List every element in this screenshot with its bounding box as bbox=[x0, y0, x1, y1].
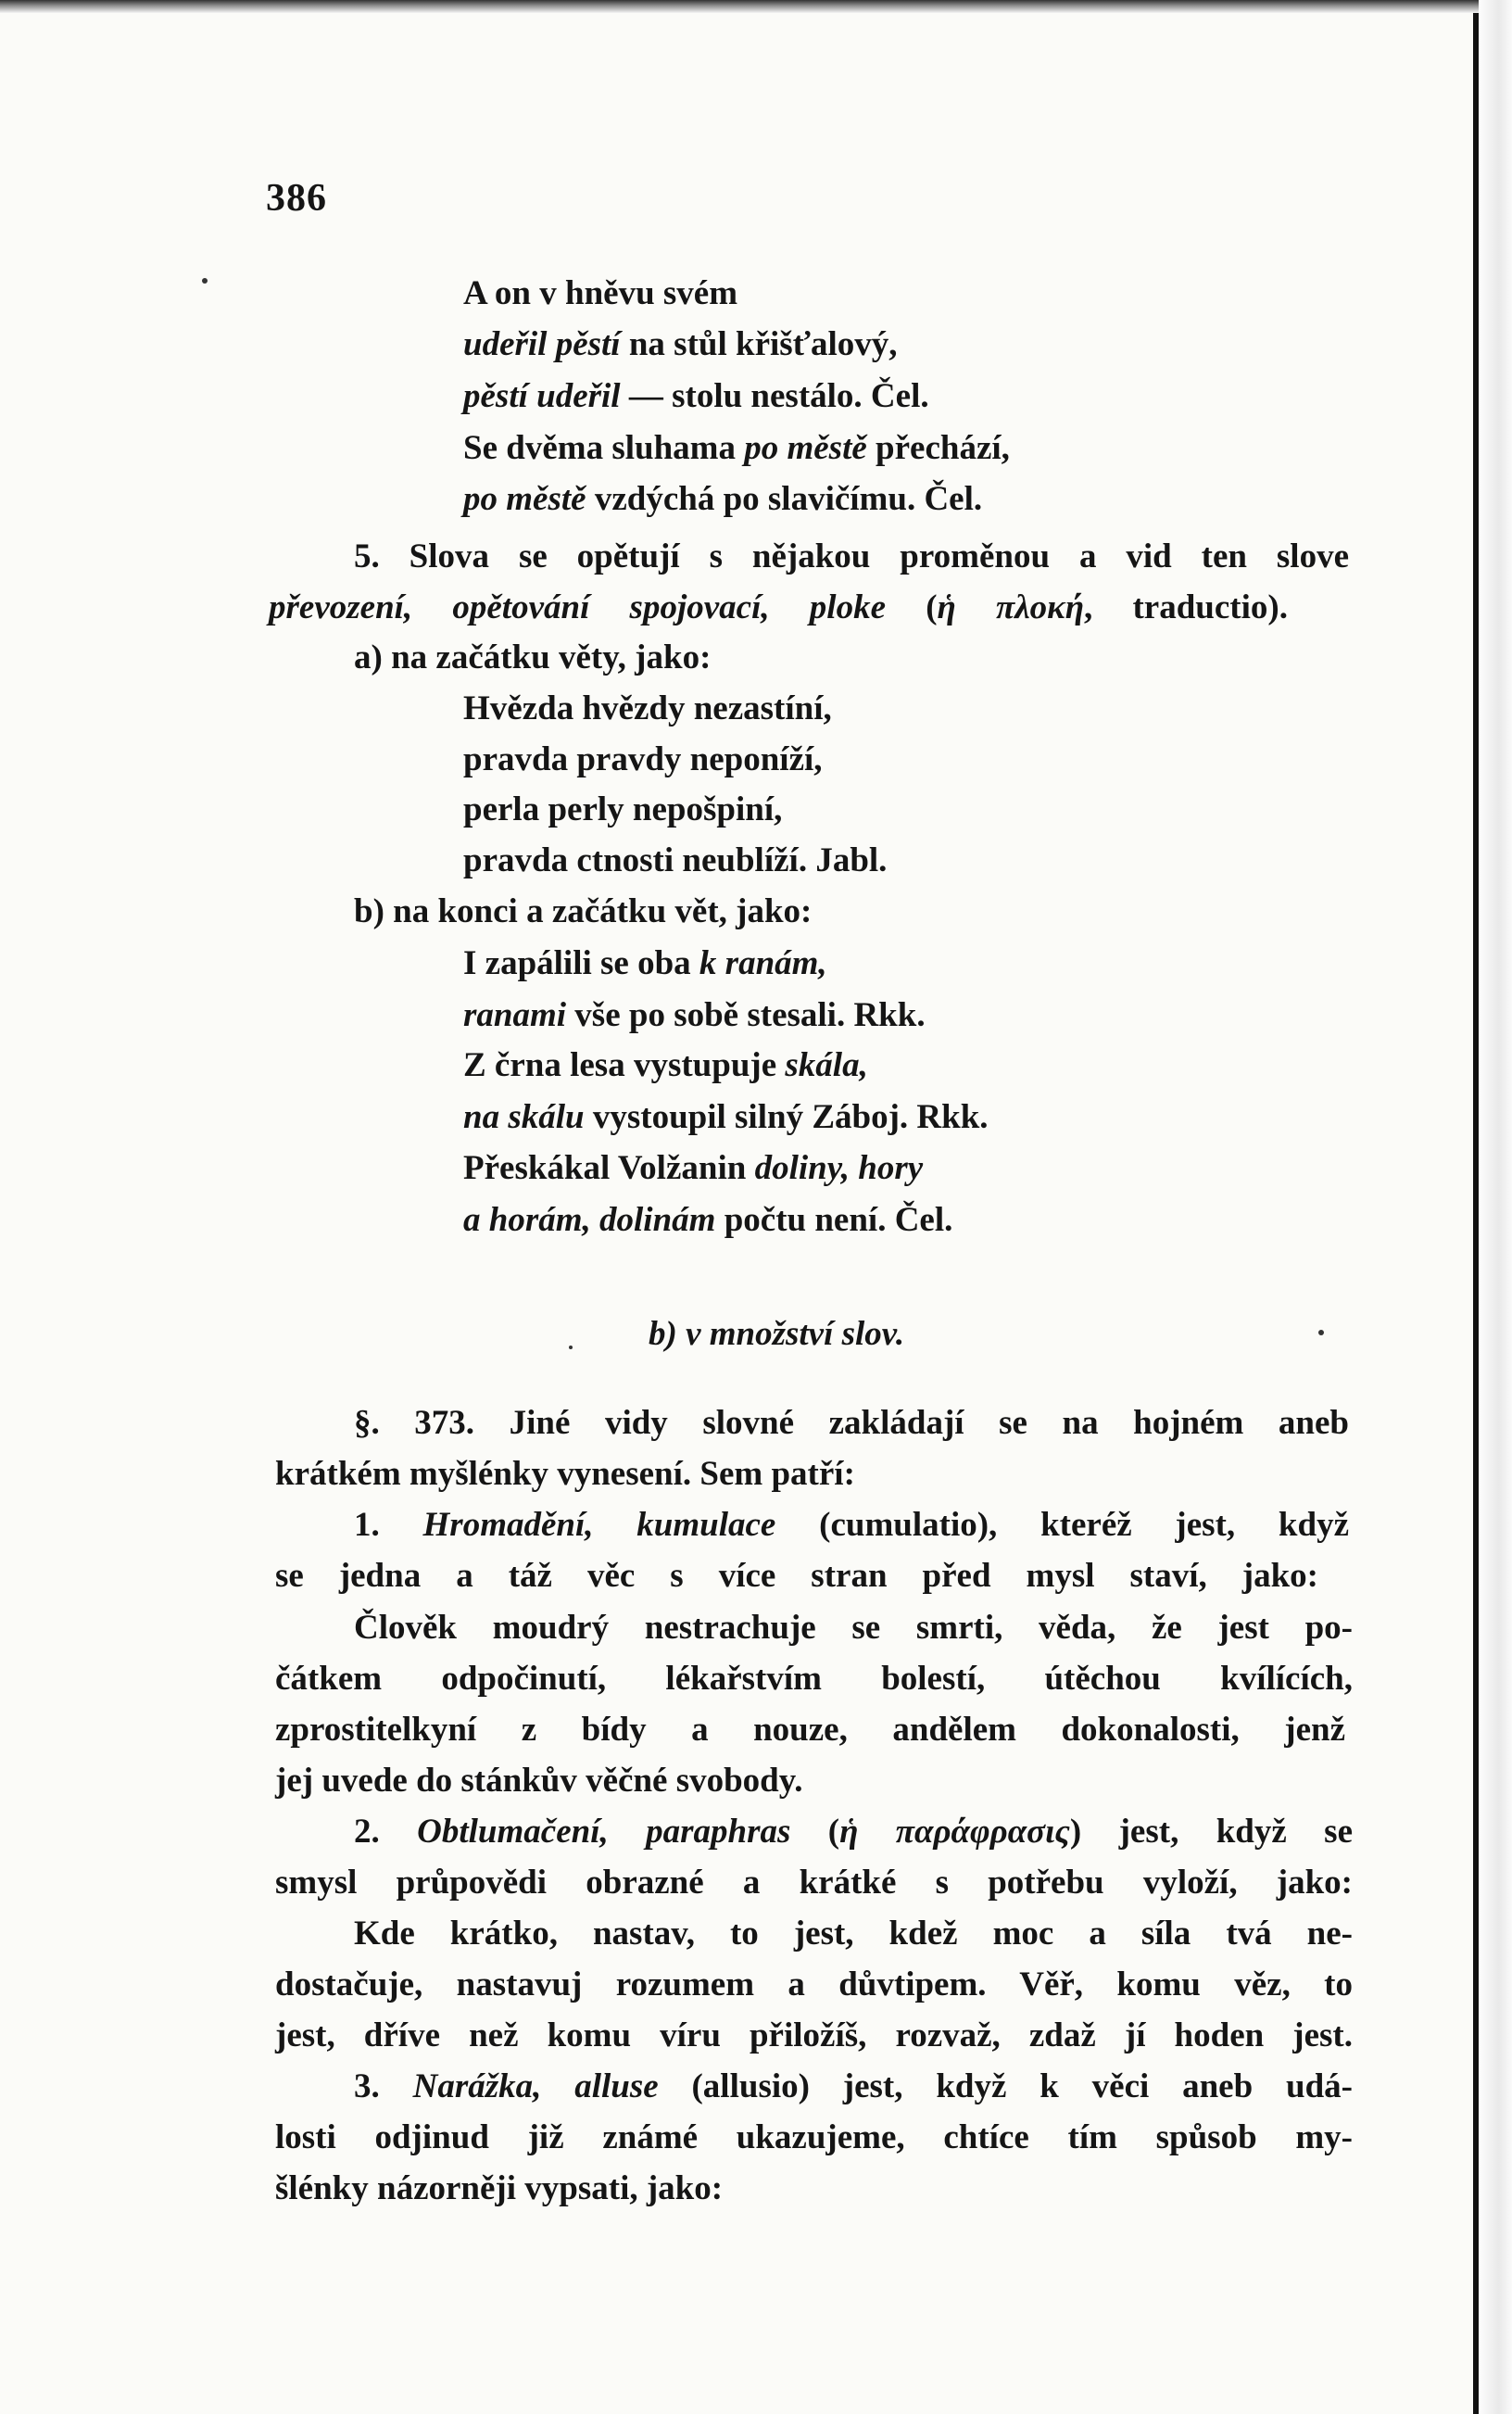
text-run: perla perly nepošpiní, bbox=[463, 790, 783, 828]
text-run: vše po sobě stesali. Rkk. bbox=[566, 996, 926, 1034]
text-line-26 bbox=[275, 1657, 1353, 1701]
italic-text-run: pěstí udeřil bbox=[463, 377, 621, 415]
text-run: vystoupil silný Záboj. Rkk. bbox=[584, 1098, 989, 1136]
section-heading bbox=[649, 1312, 904, 1357]
text-line-6 bbox=[354, 535, 1349, 579]
text-line-27 bbox=[275, 1708, 1345, 1752]
text-run: Z črna lesa vystupuje bbox=[463, 1046, 786, 1084]
text-run: šlénky názorněji vypsati, jako: bbox=[275, 2169, 724, 2207]
text-run: přechází, bbox=[866, 429, 1010, 467]
text-run: ) jest, když se bbox=[1069, 1813, 1353, 1851]
italic-text-run: a horám, dolinám bbox=[463, 1201, 716, 1239]
text-run: a) na začátku věty, jako: bbox=[354, 638, 712, 676]
text-run: 5. Slova se opětují s nějakou proměnou a vid ten slove bbox=[354, 537, 1349, 575]
speck-mark bbox=[1318, 1330, 1324, 1335]
text-run: krátkém myšlénky vynesení. Sem patří: bbox=[275, 1455, 855, 1493]
text-line-12 bbox=[463, 839, 887, 883]
text-run: ( bbox=[886, 588, 938, 626]
text-line-5 bbox=[463, 477, 982, 522]
text-line-18 bbox=[463, 1146, 923, 1191]
text-run: Člověk moudrý nestrachuje se smrti, věda, že jest po- bbox=[354, 1609, 1353, 1647]
text-line-8 bbox=[354, 636, 711, 680]
text-run: Kde krátko, nastav, to jest, kdež moc a síla tvá ne- bbox=[354, 1915, 1353, 1953]
italic-text-run: k ranám, bbox=[699, 944, 827, 982]
text-run: pravda ctnosti neublíží. Jabl. bbox=[463, 841, 888, 879]
text-line-1 bbox=[463, 272, 737, 316]
text-line-7 bbox=[269, 586, 1288, 630]
text-run: — stolu nestálo. Čel. bbox=[620, 377, 929, 415]
text-run: smysl průpovědi obrazné a krátké s potřebu vyloží, jako: bbox=[275, 1864, 1353, 1902]
text-line-33 bbox=[275, 2014, 1353, 2058]
text-run: čátkem odpočinutí, lékařstvím bolestí, útěchou kvílících, bbox=[275, 1660, 1353, 1698]
italic-text-run: ἡ παράφρασις bbox=[839, 1813, 1070, 1851]
speck-mark bbox=[569, 1346, 573, 1349]
text-run: §. 373. Jiné vidy slovné zakládají se na hojném aneb bbox=[354, 1404, 1349, 1442]
text-line-36 bbox=[275, 2167, 723, 2211]
text-run: (cumulatio), kteréž jest, když bbox=[775, 1506, 1349, 1544]
italic-text-run: převození, opětování spojovací, ploke bbox=[269, 588, 886, 626]
text-run: b) na konci a začátku vět, jako: bbox=[354, 892, 813, 930]
text-line-34 bbox=[354, 2065, 1353, 2109]
text-line-31 bbox=[354, 1912, 1353, 1956]
italic-text-run: ranami bbox=[463, 996, 567, 1034]
text-run: (allusio) jest, když k věci aneb udá- bbox=[658, 2067, 1353, 2105]
text-run: počtu není. Čel. bbox=[715, 1201, 953, 1239]
text-line-3 bbox=[463, 374, 929, 419]
italic-text-run: ἡ πλοκή bbox=[937, 588, 1085, 626]
text-line-28 bbox=[275, 1759, 802, 1803]
text-line-16 bbox=[463, 1043, 868, 1088]
text-line-30 bbox=[275, 1861, 1353, 1905]
text-line-13 bbox=[354, 890, 812, 934]
italic-text-run: po městě bbox=[744, 429, 867, 467]
text-run: jest, dříve než komu víru přiložíš, rozvaž, zdaž jí hoden jest. bbox=[275, 2016, 1353, 2054]
speck-mark bbox=[202, 278, 208, 284]
text-run: losti odjinud již známé ukazujeme, chtíce tím spůsob my- bbox=[275, 2118, 1353, 2156]
text-line-22 bbox=[275, 1452, 855, 1497]
text-line-32 bbox=[275, 1963, 1353, 2007]
text-line-17 bbox=[463, 1095, 989, 1140]
italic-text-run: Obtlumačení, paraphras bbox=[417, 1813, 791, 1851]
page-top-edge bbox=[0, 0, 1479, 13]
text-run: Hvězda hvězdy nezastíní, bbox=[463, 689, 832, 727]
text-run: 1. bbox=[354, 1506, 423, 1544]
text-run: 2. bbox=[354, 1813, 418, 1851]
italic-text-run: b) v množství slov. bbox=[649, 1315, 905, 1353]
page-spine-edge bbox=[1479, 0, 1512, 2414]
italic-text-run: skála, bbox=[785, 1046, 868, 1084]
text-line-24 bbox=[275, 1554, 1318, 1599]
text-line-9 bbox=[463, 687, 832, 731]
text-line-19 bbox=[463, 1198, 952, 1243]
text-line-4 bbox=[463, 426, 1010, 471]
text-run: zprostitelkyní z bídy a nouze, andělem dokonalosti, jenž bbox=[275, 1711, 1345, 1749]
text-run: vzdýchá po slavičímu. Čel. bbox=[586, 480, 983, 518]
text-run: pravda pravdy neponíží, bbox=[463, 740, 823, 778]
text-run: A on v hněvu svém bbox=[463, 274, 738, 312]
text-line-21 bbox=[354, 1401, 1349, 1446]
text-line-29 bbox=[354, 1810, 1353, 1854]
text-line-2 bbox=[463, 322, 897, 367]
page-number: 386 bbox=[266, 177, 327, 220]
text-run: Přeskákal Volžanin bbox=[463, 1149, 755, 1187]
text-run: ( bbox=[790, 1813, 840, 1851]
text-run: se jedna a táž věc s více stran před mysl staví, jako: bbox=[275, 1557, 1318, 1595]
text-run: 3. bbox=[354, 2067, 413, 2105]
text-run: I zapálili se oba bbox=[463, 944, 699, 982]
text-line-15 bbox=[463, 993, 926, 1038]
text-run: dostačuje, nastavuj rozumem a důvtipem. Věř, komu věz, to bbox=[275, 1965, 1353, 2003]
italic-text-run: po městě bbox=[463, 480, 586, 518]
text-line-23 bbox=[354, 1503, 1349, 1548]
text-line-10 bbox=[463, 738, 823, 782]
italic-text-run: Narážka, alluse bbox=[412, 2067, 659, 2105]
italic-text-run: na skálu bbox=[463, 1098, 585, 1136]
text-line-25 bbox=[354, 1606, 1353, 1650]
text-run: Se dvěma sluhama bbox=[463, 429, 745, 467]
italic-text-run: doliny, hory bbox=[754, 1149, 924, 1187]
text-run: , traductio). bbox=[1084, 588, 1288, 626]
italic-text-run: udeřil pěstí bbox=[463, 325, 621, 363]
text-line-14 bbox=[463, 942, 827, 986]
text-run: na stůl křišťalový, bbox=[620, 325, 898, 363]
italic-text-run: Hromadění, kumulace bbox=[422, 1506, 776, 1544]
text-line-11 bbox=[463, 788, 782, 832]
text-line-35 bbox=[275, 2116, 1353, 2160]
text-run: jej uvede do stánkův věčné svobody. bbox=[275, 1762, 803, 1800]
